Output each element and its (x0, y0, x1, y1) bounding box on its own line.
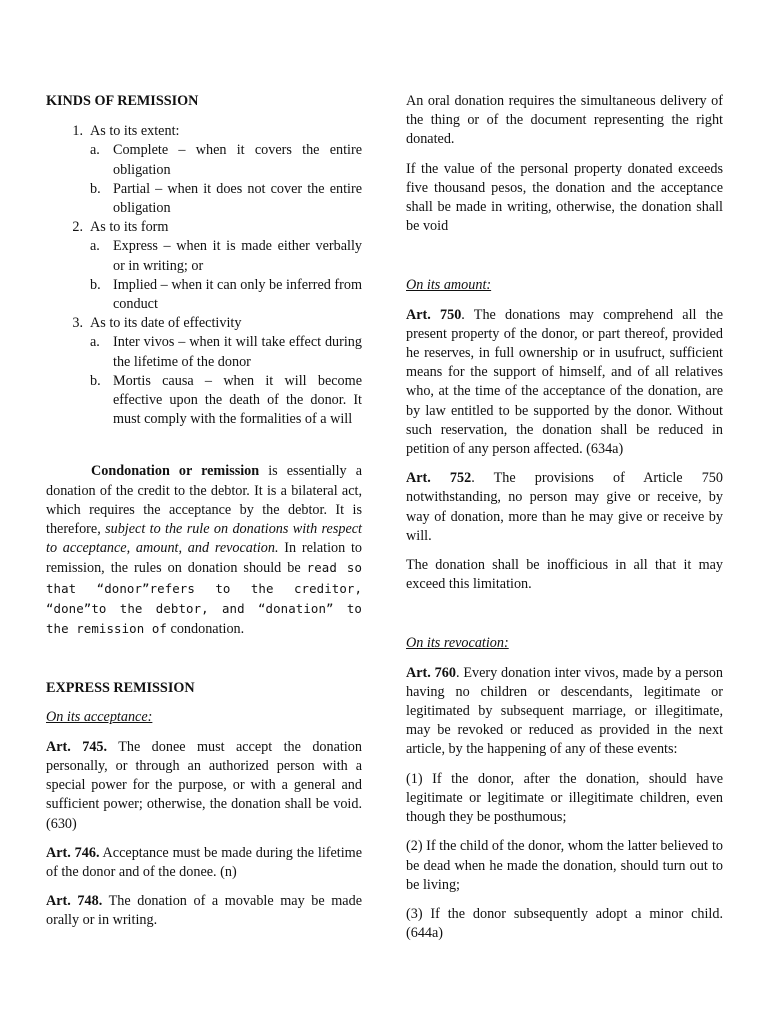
revocation-event-2: (2) If the child of the donor, whom the latter believed to be dead when he made the donation, should turn out to be living; (406, 838, 723, 893)
on-revocation-heading: On its revocation: (406, 635, 509, 652)
on-amount-heading: On its amount: (406, 277, 492, 294)
condonation-italic-text: subject to the rule on donations with respect to acceptance, amount, and revocation. (46, 521, 362, 557)
right-column (406, 92, 723, 943)
article-text: The donation of a movable may be made orally or in writing. (46, 893, 362, 929)
value-paragraph: If the value of the personal property donated exceeds five thousand pesos, the donation and the acceptance shall be made in writing, otherwise, the donation shall be void (406, 160, 723, 235)
article-text: . The provisions of Article 750 notwithstanding, no person may give or receive, by way of donation, more than he may give or receive by will. (406, 470, 723, 544)
article-label: Art. 745. (46, 738, 108, 755)
outline-item-3 (46, 314, 362, 429)
sub-item-letter: b. (90, 180, 101, 197)
outline-number: 2. (72, 219, 83, 236)
revocation-event-3: (3) If the donor subsequently adopt a minor child. (644a) (406, 905, 723, 942)
article-745 (46, 738, 362, 834)
outline-number: 3. (72, 315, 83, 332)
condonation-paragraph (46, 462, 362, 639)
sub-item-text: Mortis causa – when it will become effective upon the death of the donor. It must comply with the formalities of a will (113, 372, 362, 428)
kinds-outline (46, 122, 362, 429)
sub-item-letter: b. (90, 276, 101, 293)
outline-label: As to its date of effectivity (90, 315, 242, 332)
article-text: Acceptance must be made during the lifetime of the donor and of the donee. (n) (46, 844, 362, 880)
express-remission-heading: EXPRESS REMISSION (46, 680, 195, 697)
article-label: Art. 752 (406, 470, 472, 487)
outline-item-1 (46, 122, 362, 218)
article-text: The donee must accept the donation personally, or through an authorized person with a special power for the purpose, or with a general and sufficient power; otherwise, the donation shall be void. (630) (46, 738, 362, 832)
article-text: . The donations may comprehend all the present property of the donor, or part thereof, provided he reserves, in full ownership or in usufruct, sufficient means for the support of himself, and of all relatives who, at the time of the acceptance of the donation, are by law entitled to be supported by the donor. Without such reservation, the donation shall be reduced in petition of any person affected. (634a) (406, 306, 723, 458)
sub-item-text: Express – when it is made either verbally or in writing; or (113, 238, 362, 274)
outline-number: 1. (72, 123, 83, 140)
article-748 (46, 892, 362, 930)
outline-label: As to its extent: (90, 123, 180, 140)
article-text: . Every donation inter vivos, made by a person having no children or descendants, legitimate or legitimated by subsequent marriage, or illegitimate, may be revoked or reduced as provided in the next article, by the happening of any of these events: (406, 664, 723, 758)
condonation-text: condonation. (166, 621, 245, 638)
sub-item-letter: a. (90, 238, 100, 255)
inofficious-paragraph: The donation shall be inofficious in all that it may exceed this limitation. (406, 557, 723, 593)
sub-item-text: Partial – when it does not cover the entire obligation (113, 180, 362, 217)
article-label: Art. 748. (46, 893, 103, 910)
article-label: Art. 746. (46, 844, 100, 861)
article-label: Art. 750 (406, 306, 462, 323)
article-label: Art. 760 (406, 664, 456, 681)
condonation-text: is essentially a donation of the credit to the debtor. It is a bilateral act, which requires the acceptance by the debtor. It is therefore, (46, 463, 362, 538)
kinds-of-remission-heading: KINDS OF REMISSION (46, 93, 199, 109)
article-746 (46, 844, 362, 882)
condonation-mono-text: read so that “donor”refers to the creditor, “done”to the debtor, and “donation” to the remission of (46, 560, 363, 637)
outline-label: As to its form (90, 219, 169, 236)
sub-item-text: Implied – when it can only be inferred from conduct (113, 276, 362, 313)
left-column (46, 92, 362, 931)
article-750 (406, 306, 723, 460)
condonation-term: Condonation or remission (91, 463, 260, 480)
article-760 (406, 664, 723, 760)
sub-item-letter: a. (90, 334, 100, 351)
outline-item-2 (46, 218, 362, 314)
article-752 (406, 469, 723, 546)
on-acceptance-heading: On its acceptance: (46, 709, 153, 726)
oral-donation-paragraph: An oral donation requires the simultaneous delivery of the thing or of the document representing the right donated. (406, 93, 723, 148)
sub-item-letter: a. (90, 142, 100, 159)
condonation-text: In relation to remission, the rules on donation should be (46, 540, 363, 577)
sub-item-text: Inter vivos – when it will take effect during the lifetime of the donor (113, 334, 362, 370)
sub-item-letter: b. (90, 372, 101, 389)
revocation-event-1: (1) If the donor, after the donation, should have legitimate or legitimate or illegitimate children, even though they be posthumous; (406, 770, 723, 826)
sub-item-text: Complete – when it covers the entire obligation (113, 142, 362, 178)
